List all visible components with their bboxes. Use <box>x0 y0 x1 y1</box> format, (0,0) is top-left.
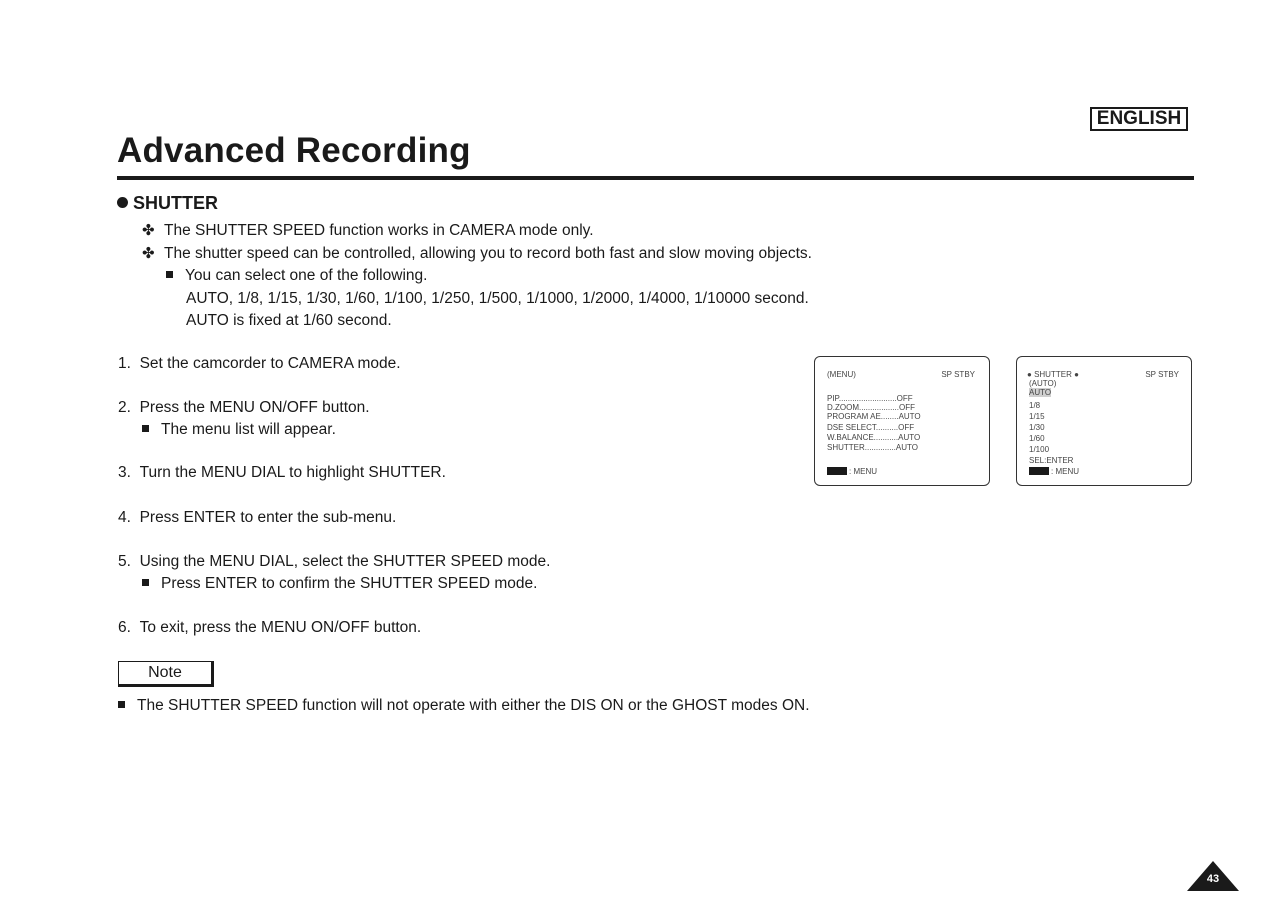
step-text: Using the MENU DIAL, select the SHUTTER SPEED mode. <box>139 553 551 570</box>
osd-status: SP STBY <box>1145 370 1179 379</box>
step-number: 2. <box>118 399 131 416</box>
osd-menu-item: PROGRAM AE........AUTO <box>827 412 921 421</box>
step-text: Set the camcorder to CAMERA mode. <box>139 355 401 372</box>
osd-option: 1/60 <box>1029 434 1045 443</box>
osd-current-value: (AUTO) <box>1029 379 1057 388</box>
step-6 <box>118 619 421 637</box>
osd-option: 1/15 <box>1029 412 1045 421</box>
osd-option: 1/8 <box>1029 401 1041 410</box>
osd-footer <box>1029 467 1079 476</box>
intro-bullet-text: The shutter speed can be controlled, allowing you to record both fast and slow moving objects. <box>164 245 812 262</box>
osd-option: 1/30 <box>1029 423 1045 432</box>
osd-menu-item: DSE SELECT..........OFF <box>827 423 915 432</box>
intro-bullet-text: The SHUTTER SPEED function works in CAMERA mode only. <box>164 222 594 239</box>
menu-key-icon <box>1029 467 1049 475</box>
osd-menu-item: D.ZOOM..................OFF <box>827 403 915 412</box>
step-number: 3. <box>118 464 131 481</box>
osd-footer-text: : MENU <box>1051 467 1079 476</box>
note-label: Note <box>118 661 214 687</box>
intro-bullet-2 <box>142 244 812 263</box>
square-bullet-icon <box>142 579 149 586</box>
step-5 <box>118 553 550 571</box>
step-4 <box>118 509 396 527</box>
square-bullet-icon <box>142 425 149 432</box>
intro-bullet-1 <box>142 221 594 240</box>
step-2 <box>118 399 370 417</box>
options-list: AUTO, 1/8, 1/15, 1/30, 1/60, 1/100, 1/250, 1/500, 1/1000, 1/2000, 1/4000, 1/10000 second. <box>186 290 809 307</box>
osd-status: SP STBY <box>941 370 975 379</box>
clover-bullet-icon: ✤ <box>142 222 155 239</box>
osd-option: 1/100 <box>1029 445 1050 454</box>
step-3 <box>118 464 446 482</box>
step-text: Press the MENU ON/OFF button. <box>139 399 370 416</box>
page-title: Advanced Recording <box>117 131 471 170</box>
step-text: Turn the MENU DIAL to highlight SHUTTER. <box>139 464 446 481</box>
square-bullet-icon <box>166 271 173 278</box>
sub-bullet-text: You can select one of the following. <box>185 267 428 284</box>
step-1 <box>118 355 401 373</box>
step-2-sub <box>142 421 336 439</box>
osd-sel-enter: SEL:ENTER <box>1029 456 1074 465</box>
section-heading <box>117 193 218 214</box>
page-number: 43 <box>1206 873 1220 885</box>
title-divider <box>117 176 1194 180</box>
step-text: To exit, press the MENU ON/OFF button. <box>139 619 422 636</box>
step-text: Press ENTER to enter the sub-menu. <box>139 509 397 526</box>
language-label: ENGLISH <box>1090 107 1188 131</box>
osd-menu-item: W.BALANCE...........AUTO <box>827 433 921 442</box>
osd-shutter-title: SHUTTER <box>1034 370 1072 379</box>
menu-key-icon <box>827 467 847 475</box>
bullet-dot-icon <box>117 197 128 208</box>
osd-option-selected: AUTO <box>1029 388 1052 397</box>
note-text-line <box>118 697 810 715</box>
osd-shutter-screen <box>1016 356 1192 486</box>
page-number-badge <box>1187 861 1239 891</box>
clover-bullet-icon: ✤ <box>142 245 155 262</box>
step-sub-text: Press ENTER to confirm the SHUTTER SPEED mode. <box>161 575 538 592</box>
osd-footer-text: : MENU <box>849 467 877 476</box>
note-text: The SHUTTER SPEED function will not operate with either the DIS ON or the GHOST modes ON. <box>137 697 810 714</box>
osd-menu-item: PIP..........................OFF <box>827 394 913 403</box>
step-number: 5. <box>118 553 131 570</box>
square-bullet-icon <box>118 701 125 708</box>
osd-menu-header: (MENU) <box>827 370 856 379</box>
step-number: 6. <box>118 619 131 636</box>
step-number: 4. <box>118 509 131 526</box>
options-sub-bullet <box>166 267 427 285</box>
auto-fixed-line: AUTO is fixed at 1/60 second. <box>186 312 392 329</box>
osd-menu-item-highlighted: SHUTTER..............AUTO <box>827 443 918 452</box>
step-sub-text: The menu list will appear. <box>161 421 336 438</box>
step-number: 1. <box>118 355 131 372</box>
osd-shutter-header: ● SHUTTER ● <box>1027 370 1079 379</box>
osd-footer <box>827 467 877 476</box>
osd-menu-screen <box>814 356 990 486</box>
section-heading-text: SHUTTER <box>133 193 218 213</box>
step-5-sub <box>142 575 537 593</box>
